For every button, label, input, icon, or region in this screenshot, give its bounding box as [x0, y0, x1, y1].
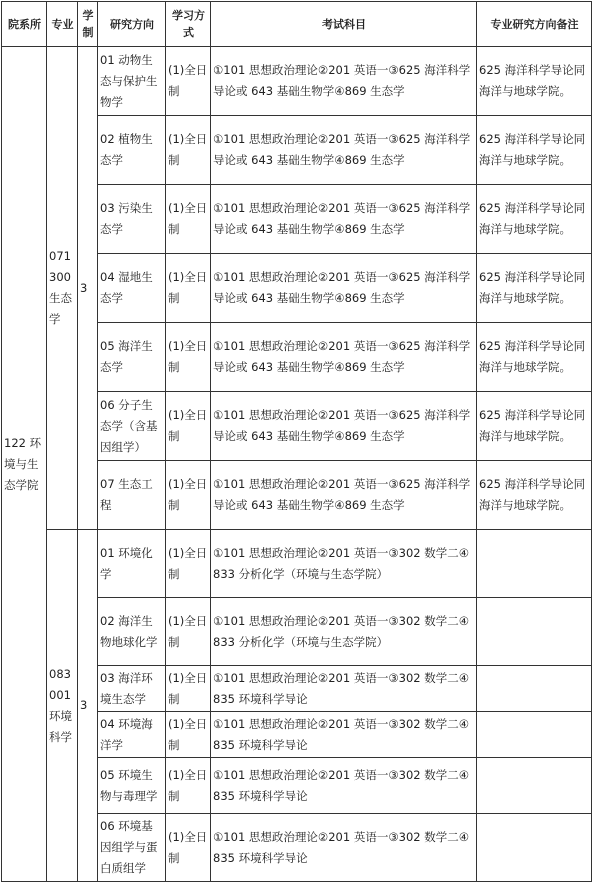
mode-cell: (1)全日制: [166, 530, 211, 598]
mode-cell: (1)全日制: [166, 598, 211, 666]
direction-cell: 06 环境基因组学与蛋白质组学: [98, 814, 166, 882]
header-mode: 学习方式: [166, 2, 211, 47]
mode-cell: (1)全日制: [166, 116, 211, 185]
header-note: 专业研究方向备注: [477, 2, 592, 47]
mode-cell: (1)全日制: [166, 392, 211, 461]
mode-cell: (1)全日制: [166, 814, 211, 882]
header-major: 专业: [47, 2, 78, 47]
direction-cell: 04 环境海洋学: [98, 712, 166, 758]
note-cell: [477, 712, 592, 758]
mode-cell: (1)全日制: [166, 712, 211, 758]
mode-cell: (1)全日制: [166, 323, 211, 392]
header-exam: 考试科目: [211, 2, 477, 47]
exam-cell: ①101 思想政治理论②201 英语一③302 数学二④835 环境科学导论: [211, 814, 477, 882]
exam-cell: ①101 思想政治理论②201 英语一③302 数学二④835 环境科学导论: [211, 758, 477, 814]
direction-cell: 03 海洋环境生态学: [98, 666, 166, 712]
note-cell: 625 海洋科学导论同海洋与地球学院。: [477, 461, 592, 530]
direction-cell: 01 动物生态与保护生物学: [98, 47, 166, 116]
exam-cell: ①101 思想政治理论②201 英语一③625 海洋科学导论或 643 基础生物学④869 生态学: [211, 47, 477, 116]
years-cell: 3: [78, 47, 98, 530]
direction-cell: 03 污染生态学: [98, 185, 166, 254]
note-cell: 625 海洋科学导论同海洋与地球学院。: [477, 185, 592, 254]
note-cell: 625 海洋科学导论同海洋与地球学院。: [477, 323, 592, 392]
note-cell: [477, 598, 592, 666]
table-row: [2, 47, 592, 116]
exam-cell: ①101 思想政治理论②201 英语一③625 海洋科学导论或 643 基础生物学④869 生态学: [211, 185, 477, 254]
direction-cell: 06 分子生态学（含基因组学）: [98, 392, 166, 461]
mode-cell: (1)全日制: [166, 461, 211, 530]
direction-cell: 02 植物生态学: [98, 116, 166, 185]
note-cell: [477, 814, 592, 882]
admissions-table: [1, 1, 592, 882]
exam-cell: ①101 思想政治理论②201 英语一③302 数学二④833 分析化学（环境与生态学院）: [211, 598, 477, 666]
exam-cell: ①101 思想政治理论②201 英语一③625 海洋科学导论或 643 基础生物学④869 生态学: [211, 254, 477, 323]
direction-cell: 02 海洋生物地球化学: [98, 598, 166, 666]
direction-cell: 04 湿地生态学: [98, 254, 166, 323]
exam-cell: ①101 思想政治理论②201 英语一③302 数学二④835 环境科学导论: [211, 712, 477, 758]
major-cell: 083001 环境科学: [47, 530, 78, 882]
exam-cell: ①101 思想政治理论②201 英语一③302 数学二④835 环境科学导论: [211, 666, 477, 712]
mode-cell: (1)全日制: [166, 254, 211, 323]
exam-cell: ①101 思想政治理论②201 英语一③625 海洋科学导论或 643 基础生物学④869 生态学: [211, 461, 477, 530]
header-direction: 研究方向: [98, 2, 166, 47]
table-row: [2, 530, 592, 598]
note-cell: [477, 666, 592, 712]
exam-cell: ①101 思想政治理论②201 英语一③625 海洋科学导论或 643 基础生物学④869 生态学: [211, 116, 477, 185]
mode-cell: (1)全日制: [166, 758, 211, 814]
note-cell: 625 海洋科学导论同海洋与地球学院。: [477, 254, 592, 323]
note-cell: 625 海洋科学导论同海洋与地球学院。: [477, 392, 592, 461]
header-row: [2, 2, 592, 47]
direction-cell: 05 环境生物与毒理学: [98, 758, 166, 814]
exam-cell: ①101 思想政治理论②201 英语一③625 海洋科学导论或 643 基础生物学④869 生态学: [211, 392, 477, 461]
note-cell: 625 海洋科学导论同海洋与地球学院。: [477, 47, 592, 116]
direction-cell: 01 环境化学: [98, 530, 166, 598]
direction-cell: 05 海洋生态学: [98, 323, 166, 392]
mode-cell: (1)全日制: [166, 47, 211, 116]
header-years: 学制: [78, 2, 98, 47]
mode-cell: (1)全日制: [166, 185, 211, 254]
exam-cell: ①101 思想政治理论②201 英语一③625 海洋科学导论或 643 基础生物学④869 生态学: [211, 323, 477, 392]
department-cell: 122 环境与生态学院: [2, 47, 47, 882]
years-cell: 3: [78, 530, 98, 882]
header-dept: 院系所: [2, 2, 47, 47]
mode-cell: (1)全日制: [166, 666, 211, 712]
exam-cell: ①101 思想政治理论②201 英语一③302 数学二④833 分析化学（环境与生态学院）: [211, 530, 477, 598]
note-cell: [477, 530, 592, 598]
direction-cell: 07 生态工程: [98, 461, 166, 530]
major-cell: 071300 生态学: [47, 47, 78, 530]
note-cell: 625 海洋科学导论同海洋与地球学院。: [477, 116, 592, 185]
note-cell: [477, 758, 592, 814]
